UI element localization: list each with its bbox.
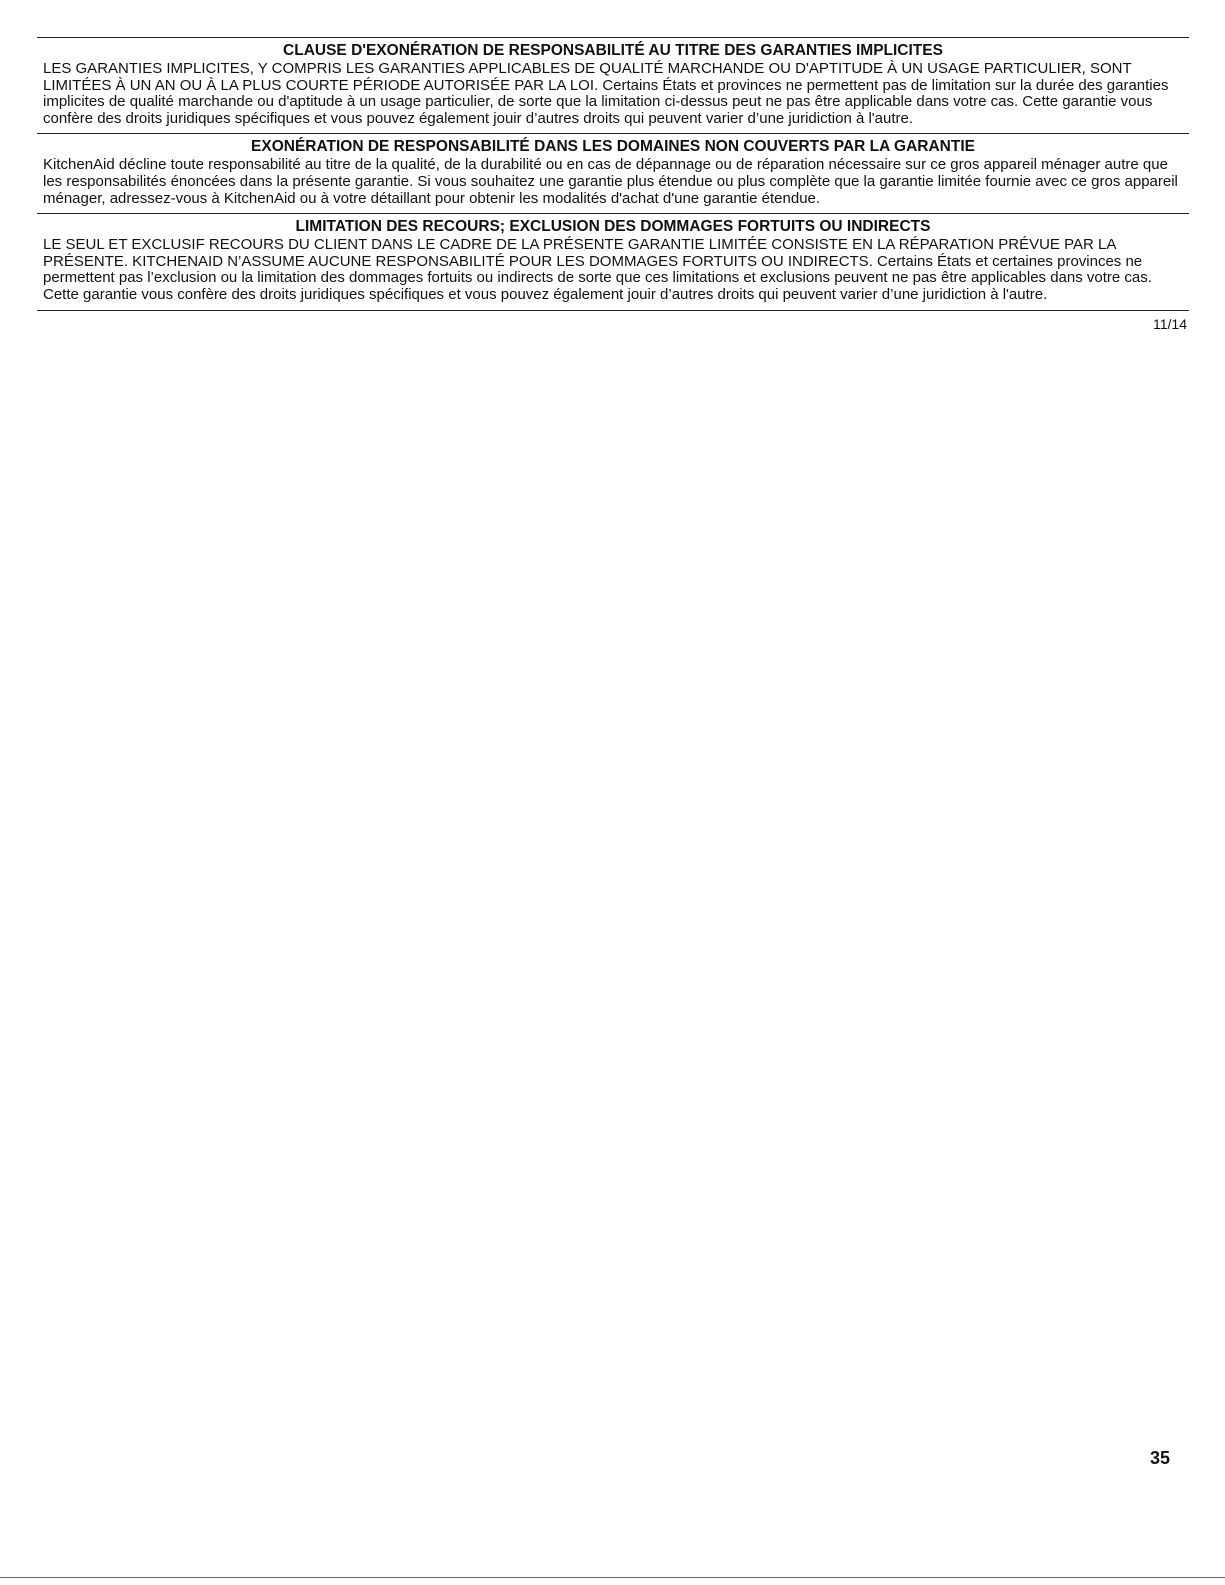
- section-body: KitchenAid décline toute responsabilité au titre de la qualité, de la durabilité ou en cas de dépannage ou de réparation nécessaire sur ce gros appareil ménager autre que les responsabilités énoncées dans la présente garantie. Si vous souhaitez une garantie plus étendue ou plus complète que la garantie limitée fournie avec ce gros appareil ménager, adressez-vous à KitchenAid ou à votre détaillant pour obtenir les modalités d'achat d'une garantie étendue.: [43, 156, 1178, 207]
- implied-warranty-disclaimer-section: [37, 38, 1189, 133]
- bottom-divider: [0, 1577, 1225, 1578]
- section-body: LES GARANTIES IMPLICITES, Y COMPRIS LES GARANTIES APPLICABLES DE QUALITÉ MARCHANDE OU D'APTITUDE À UN USAGE PARTICULIER, SONT LIMITÉES À UN AN OU À LA PLUS COURTE PÉRIODE AUTORISÉE PAR LA LOI. Certains États et provinces ne permettent pas de limitation sur la durée des garanties implicites de qualité marchande ou d'aptitude à un usage particulier, de sorte que la limitation ci-dessus peut ne pas être applicable dans votre cas. Cette garantie vous confère des droits juridiques spécifiques et vous pouvez également jouir d’autres droits qui peuvent varier d’une juridiction à l'autre.: [43, 60, 1169, 127]
- revision-date: 11/14: [1153, 315, 1187, 332]
- section-body: LE SEUL ET EXCLUSIF RECOURS DU CLIENT DANS LE CADRE DE LA PRÉSENTE GARANTIE LIMITÉE CONSISTE EN LA RÉPARATION PRÉVUE PAR LA PRÉSENTE. KITCHENAID N’ASSUME AUCUNE RESPONSABILITÉ POUR LES DOMMAGES FORTUITS OU INDIRECTS. Certains États et certaines provinces ne permettent pas l’exclusion ou la limitation des dommages fortuits ou indirects de sorte que ces limitations et exclusions peuvent ne pas être applicables dans votre cas. Cette garantie vous confère des droits juridiques spécifiques et vous pouvez également jouir d’autres droits qui peuvent varier d’une juridiction à l'autre.: [43, 236, 1152, 303]
- page-number: 35: [1149, 1448, 1170, 1468]
- uncovered-domains-disclaimer-section: [37, 134, 1189, 213]
- divider: [37, 310, 1189, 311]
- section-title: CLAUSE D'EXONÉRATION DE RESPONSABILITÉ AU TITRE DES GARANTIES IMPLICITES: [283, 42, 943, 59]
- warranty-document: [37, 37, 1189, 333]
- section-title: LIMITATION DES RECOURS; EXCLUSION DES DOMMAGES FORTUITS OU INDIRECTS: [295, 218, 931, 236]
- remedies-limitation-section: [37, 214, 1189, 309]
- section-title: EXONÉRATION DE RESPONSABILITÉ DANS LES DOMAINES NON COUVERTS PAR LA GARANTIE: [251, 138, 975, 156]
